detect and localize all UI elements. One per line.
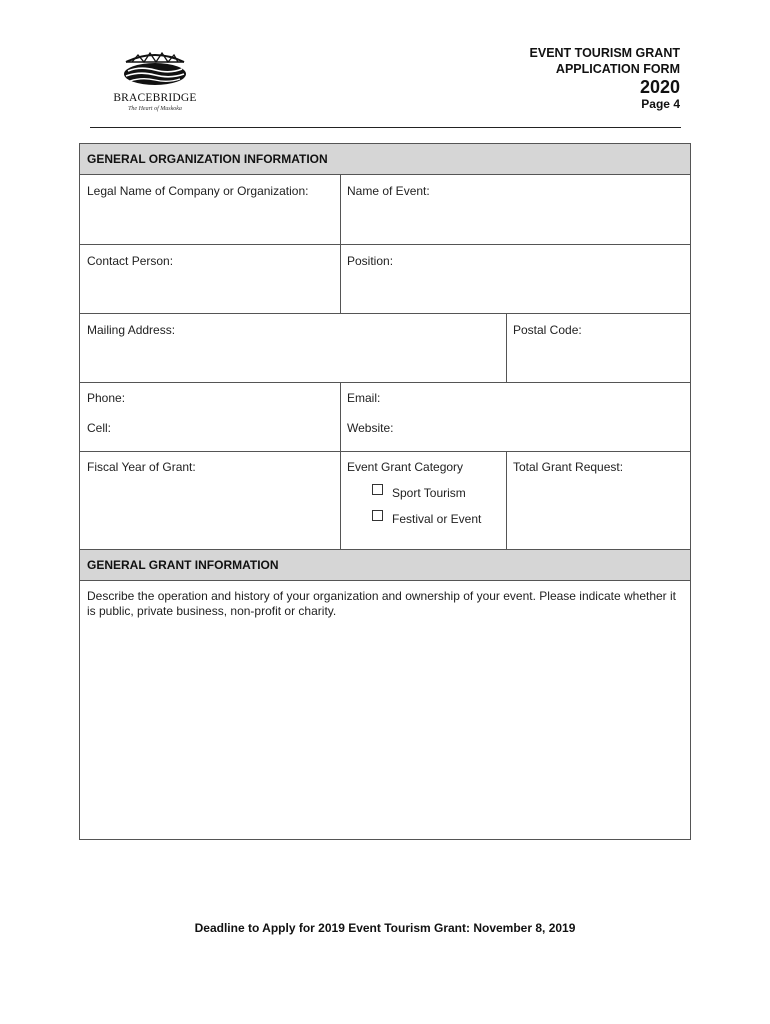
festival-event-label: Festival or Event xyxy=(392,512,482,526)
cell-field[interactable]: Cell: xyxy=(87,421,112,435)
column-divider xyxy=(506,451,507,549)
mailing-address-field[interactable]: Mailing Address: xyxy=(87,323,176,337)
postal-code-field[interactable]: Postal Code: xyxy=(513,323,582,337)
phone-field[interactable]: Phone: xyxy=(87,391,126,405)
logo-tagline: The Heart of Muskoka xyxy=(128,106,182,112)
fiscal-year-field[interactable]: Fiscal Year of Grant: xyxy=(87,460,196,474)
row-divider xyxy=(80,244,690,245)
row-divider xyxy=(80,313,690,314)
form-title-line1: EVENT TOURISM GRANT xyxy=(529,46,680,60)
sport-tourism-label: Sport Tourism xyxy=(392,486,466,500)
sport-tourism-checkbox[interactable] xyxy=(372,484,383,495)
section-title-grant: GENERAL GRANT INFORMATION xyxy=(80,549,690,581)
column-divider xyxy=(340,382,341,549)
application-form xyxy=(79,143,691,840)
column-divider xyxy=(506,313,507,382)
contact-person-field[interactable]: Contact Person: xyxy=(87,254,174,268)
page-number: Page 4 xyxy=(641,97,680,111)
grant-description-field[interactable]: Describe the operation and history of your organization and ownership of your event. Please indicate whether it is public, private business, non-profit or charity. xyxy=(87,589,677,618)
form-title-line2: APPLICATION FORM xyxy=(555,62,680,76)
website-field[interactable]: Website: xyxy=(347,421,394,435)
form-year: 2020 xyxy=(639,77,680,97)
section-title-organization: GENERAL ORGANIZATION INFORMATION xyxy=(80,144,690,175)
event-grant-category-label: Event Grant Category xyxy=(347,460,464,474)
column-divider xyxy=(340,175,341,313)
total-grant-request-field[interactable]: Total Grant Request: xyxy=(513,460,624,474)
festival-event-checkbox[interactable] xyxy=(372,510,383,521)
deadline-note: Deadline to Apply for 2019 Event Tourism Grant: November 8, 2019 xyxy=(194,921,576,935)
email-field[interactable]: Email: xyxy=(347,391,381,405)
row-divider xyxy=(80,382,690,383)
bracebridge-logo xyxy=(105,50,205,120)
event-name-field[interactable]: Name of Event: xyxy=(347,184,430,198)
position-field[interactable]: Position: xyxy=(347,254,394,268)
legal-name-field[interactable]: Legal Name of Company or Organization: xyxy=(87,184,309,198)
header-divider xyxy=(90,127,681,128)
row-divider xyxy=(80,451,690,452)
bridge-logo-icon xyxy=(120,50,190,90)
logo-name: BRACEBRIDGE xyxy=(113,92,197,104)
